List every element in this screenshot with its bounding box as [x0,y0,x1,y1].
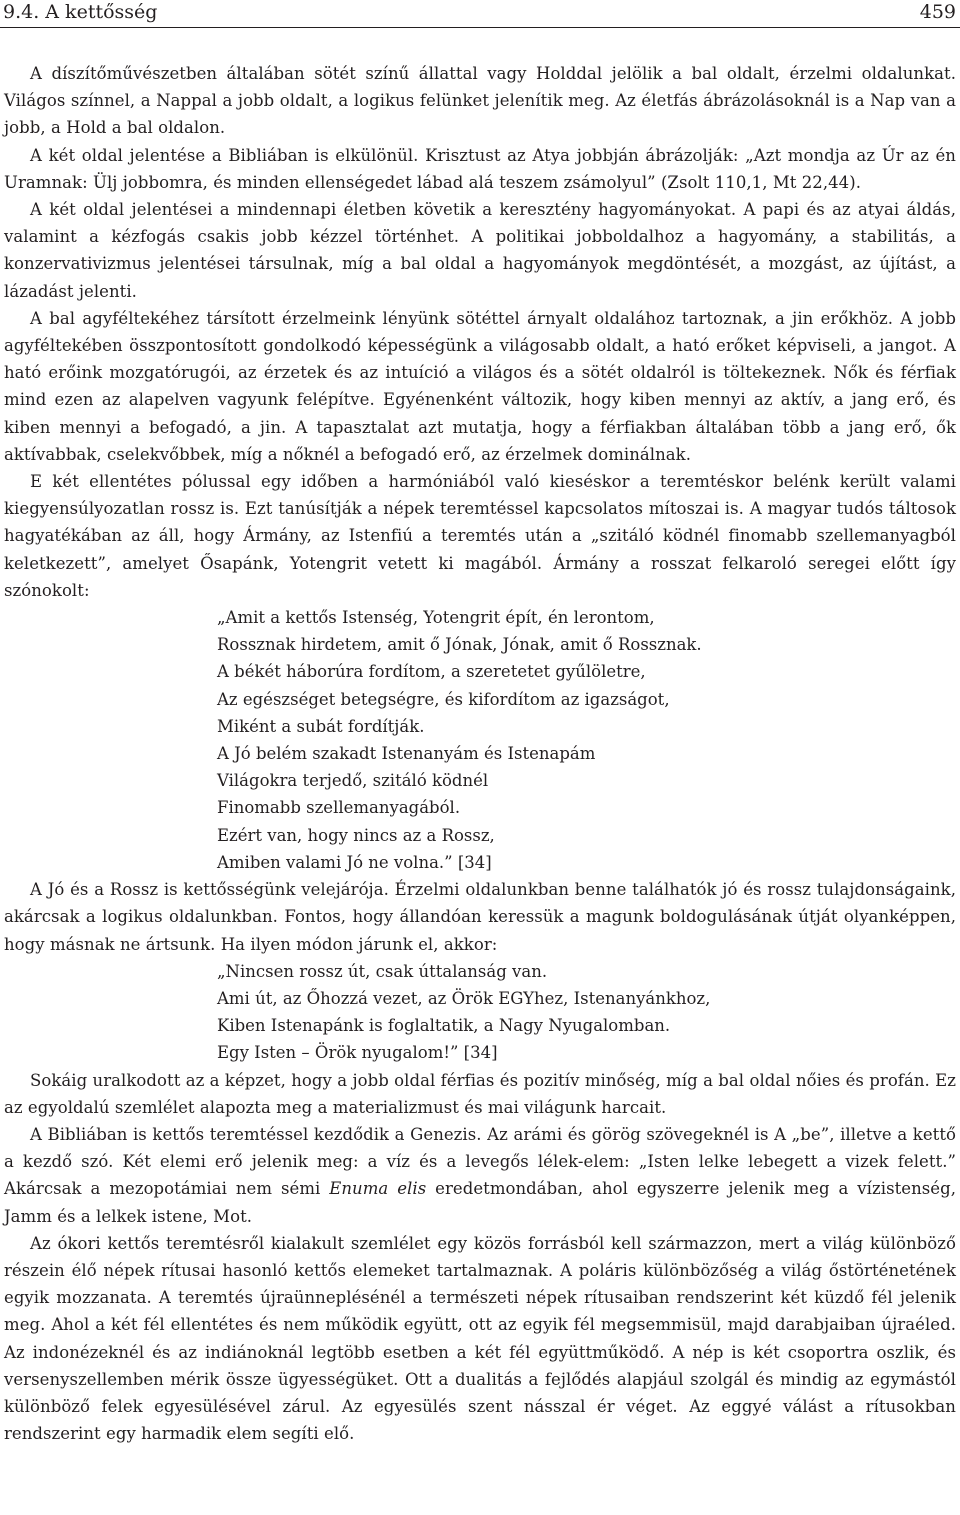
verse-line: Kiben Istenapánk is foglaltatik, a Nagy Nyugalomban. [217,1016,671,1036]
page-body [4,60,956,1447]
verse-line: Rossznak hirdetem, amit ő Jónak, Jónak, amit ő Rossznak. [217,635,702,655]
paragraph [4,1121,956,1230]
verse-line: Ami út, az Őhozzá vezet, az Örök EGYhez, Istenanyánkhoz, [217,988,711,1008]
verse-line: „Nincsen rossz út, csak úttalanság van. [217,961,548,981]
paragraph-text: eredetmondában, ahol egyszerre jelenik meg a vízistenség, Jamm és a lelkek istene, Mot. [4,1179,956,1226]
paragraph: Az ókori kettős teremtésről kialakult szemlélet egy közös forrásból kell származzon, mert a világ különböző részein élő népek rítusai hasonló kettős elemeket tartalmaznak. A poláris különbözőség a világ őstörténetének egyik mozzanata. A teremtés újraünneplésénél a természeti népek rítusaiban rendszerint két küzdő fél jelenik meg. Ahol a két fél ellentétes és nem működik együtt, ott az egyik fél megsemmisül, majd darabjaiban újraéled. Az indonézeknél és az indiánoknál legtöbb esetben a két fél együttműködő. A nép is két csoportra oszlik, és versenyszellemben mérik össze ügyességüket. Ott a dualitás a fejlődés alapjául szolgál és mindig az egymástól különböző felek egyesülésével zárul. Az egyesülés szent násszal ér véget. Az eggyé válást a rítusokban rendszerint egy harmadik elem segíti elő. [4,1233,956,1444]
header-divider [0,27,960,28]
verse-quote-2 [217,958,956,1067]
verse-line: Miként a subát fordítják. [217,716,425,736]
paragraph: A díszítőművészetben általában sötét színű állattal vagy Holddal jelölik a bal oldalt, érzelmi oldalunkat. Világos színnel, a Nappal a jobb oldalt, a logikus felünket jelenítik meg. Az életfás ábrázolásoknál is a Nap van a jobb, a Hold a bal oldalon. [4,64,956,138]
verse-line: Az egészséget betegségre, és kifordítom az igazságot, [217,689,670,709]
paragraph: A két oldal jelentése a Bibliában is elkülönül. Krisztust az Atya jobbján ábrázolják: „Azt mondja az Úr az én Uramnak: Ülj jobbomra, és minden ellenségedet lábad alá teszem zsámolyul” (Zsolt 110,1, Mt 22,44). [4,145,956,192]
verse-line: Világokra terjedő, szitáló ködnél [217,771,489,791]
paragraph-text: A Bibliában is kettős teremtéssel kezdődik a Genezis. Az arámi és görög szövegeknél is A „be”, illetve a kettő a kezdő szó. Két elemi erő jelenik meg: a víz és a levegős lélek-elem: „Isten lelke lebegett a vizek felett.” Akárcsak a mezopotámiai nem sémi [4,1124,956,1199]
verse-quote-1 [217,604,956,876]
paragraph: Sokáig uralkodott az a képzet, hogy a jobb oldal férfias és pozitív minőség, míg a bal oldal nőies és profán. Ez az egyoldalú szemlélet alapozta meg a materializmust és mai világunk harcait. [4,1070,956,1117]
running-header [0,0,960,26]
page-number: 459 [919,1,956,23]
paragraph: A Jó és a Rossz is kettősségünk velejárója. Érzelmi oldalunkban benne találhatók jó és rossz tulajdonságaink, akárcsak a logikus oldalunkban. Fontos, hogy állandóan keressük a magunk boldogulásának útját olyanképpen, hogy másnak ne ártsunk. Ha ilyen módon járunk el, akkor: [4,880,956,954]
verse-line: Egy Isten – Örök nyugalom!” [34] [217,1043,498,1063]
italic-title: Enuma elis [329,1179,427,1199]
paragraph: E két ellentétes pólussal egy időben a harmóniából való kieséskor a teremtéskor belénk került valami kiegyensúlyozatlan rossz is. Ezt tanúsítják a népek teremtéssel kapcsolatos mítoszai is. A magyar tudós táltosok hagyatékában az áll, hogy Ármány, az Istenfiú a teremtés után a „szitáló ködnél finomabb szellemanyagból keletkezett”, amelyet Ősapánk, Yotengrit vetett ki magából. Ármány a rosszat felkaroló seregei előtt így szónokolt: [4,472,956,600]
verse-line: „Amit a kettős Istenség, Yotengrit épít, én lerontom, [217,608,655,628]
paragraph: A két oldal jelentései a mindennapi életben követik a keresztény hagyományokat. A papi és az atyai áldás, valamint a kézfogás csakis jobb kézzel történhet. A politikai jobboldalhoz a hagyomány, a stabilitás, a konzervativizmus jelentései társulnak, míg a bal oldal a hagyományok megdöntését, a mozgást, az újítást, a lázadást jelenti. [4,200,956,301]
verse-line: Finomabb szellemanyagából. [217,798,461,818]
verse-line: A Jó belém szakadt Istenanyám és Istenapám [217,744,596,764]
paragraph: A bal agyféltekéhez társított érzelmeink lényünk sötéttel árnyalt oldalához tartoznak, a jin erőkhöz. A jobb agyféltekében összpontosított gondolkodó képességünk a világosabb oldalt, a ható erőket képviseli, a jangot. A ható erőink mozgatórugói, az érzetek és az intuíció a világos és a sötét oldalról is töltekeznek. Nők és férfiak mind ezen az alapelven vagyunk felépítve. Egyénenként változik, hogy kiben mennyi az aktív, a jang erő, és kiben mennyi a befogadó, a jin. A tapasztalat azt mutatja, hogy a férfiakban általában több a jang erő, ők aktívabbak, cselekvőbbek, míg a nőknél a befogadó erő, az érzelmek dominálnak. [4,308,956,464]
section-title: 9.4. A kettősség [3,1,158,23]
verse-line: A békét háborúra fordítom, a szeretetet gyűlöletre, [217,662,646,682]
verse-line: Ezért van, hogy nincs az a Rossz, [217,825,495,845]
verse-line: Amiben valami Jó ne volna.” [34] [217,852,492,872]
